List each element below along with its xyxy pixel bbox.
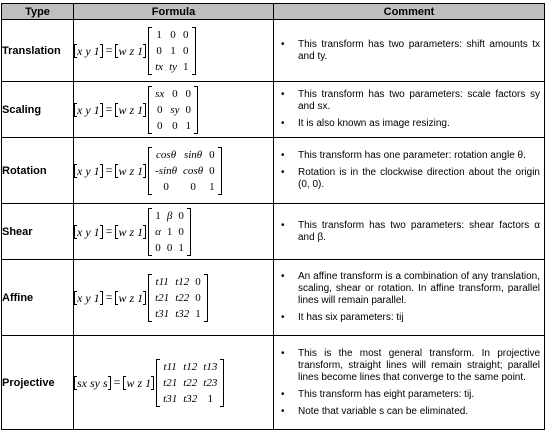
matrix-cell: 0 [183,28,189,41]
matrix-cell: -sinθ [155,164,178,177]
rhs-vector: w z 1 [115,225,146,239]
matrix [148,208,191,256]
lhs-vector: x y 1 [74,44,103,58]
comment-item: • This transform has eight parameters: tij. [281,388,475,400]
formula-cell [74,138,274,204]
comment-item: • It is also known as image resizing. [281,118,450,129]
comment-item: • This transform has two parameters: scale factors sy and sx. [281,89,540,112]
formula-cell [74,82,274,138]
matrix-cell: cosθ [156,148,177,161]
matrix-cell: t21 [155,291,170,304]
matrix-cell: 0 [209,148,215,161]
matrix-cell: sx [155,87,165,100]
matrix-cell: 0 [172,87,178,100]
lhs-vector: x y 1 [74,225,103,239]
matrix-cell: 0 [156,44,162,57]
comment-cell [274,20,545,82]
matrix-cell: t32 [175,307,190,320]
matrix [148,147,221,195]
rhs-vector: w z 1 [115,44,146,58]
comment-item: • This is the most general transform. In projective transform, straight lines will remain straight; parallel lines become lines that converge to the same point. [281,347,540,383]
rhs-vector: w z 1 [115,291,146,305]
matrix-cell: 0 [170,28,176,41]
comment-item: • This transform has two parameters: shear factors α and β. [281,219,540,243]
matrix-cell: 0 [155,241,161,254]
matrix-cell: t31 [155,307,170,320]
matrix-cell: 0 [172,119,178,132]
matrix-cell: t22 [175,291,190,304]
matrix-cell: α [155,225,161,238]
transform-table [1,3,545,430]
comment-cell [274,260,545,336]
matrix-cell: 0 [156,103,163,116]
matrix [148,27,195,75]
rhs-vector: w z 1 [115,164,146,178]
matrix-cell: 0 [178,209,184,222]
type-cell: Rotation [2,138,74,204]
matrix-cell: 1 [209,180,215,193]
matrix-cell: 0 [178,225,184,238]
row-rotation [2,138,545,204]
formula-cell [74,336,274,430]
matrix-cell: t12 [183,360,198,373]
matrix-cell: 0 [183,44,189,57]
matrix-cell: 1 [166,225,173,238]
matrix-cell: 1 [156,28,162,41]
matrix-cell: 0 [209,164,215,177]
matrix [156,359,224,407]
formula-cell [74,260,274,336]
equation: x y 1 = w z 1 1 0 0 0 1 0 tx ty 1 [74,27,196,75]
comment-cell [274,138,545,204]
matrix-cell: 0 [195,291,201,304]
matrix-cell: 0 [166,241,173,254]
comment-item: • Note that variable s can be eliminated. [281,405,469,417]
matrix-cell: t31 [163,392,178,405]
comment-item: • This transform has two parameters: shift amounts tx and ty. [281,38,540,62]
matrix [148,86,198,134]
type-cell: Translation [2,20,74,82]
matrix-cell: 0 [163,180,169,193]
type-cell: Shear [2,204,74,260]
header-comment: Comment [274,4,545,20]
matrix-cell: 0 [185,103,191,116]
matrix-cell: 0 [195,275,201,288]
rhs-vector: w z 1 [115,103,146,117]
matrix-cell: t12 [175,275,190,288]
comment-cell [274,336,545,430]
matrix-cell: 0 [185,87,191,100]
comment-cell [274,82,545,138]
equation: x y 1 = w z 1 t11 t12 0 t21 t22 0 t31 t32 1 [74,274,208,322]
matrix-cell: sy [170,103,180,116]
row-affine [2,260,545,336]
matrix-cell: 1 [178,241,184,254]
equation: sx sy s = w z 1 t11 t12 t13 t21 t22 t23 t31 t32 1 [74,359,224,407]
header-formula: Formula [74,4,274,20]
equation: x y 1 = w z 1 sx 0 0 0 sy 0 0 0 1 [74,86,198,134]
matrix-cell: cosθ [183,164,204,177]
matrix-cell: tx [155,60,164,73]
row-shear [2,204,545,260]
type-cell: Scaling [2,82,74,138]
header-type: Type [2,4,74,20]
formula-cell [74,204,274,260]
matrix-cell: ty [169,60,178,73]
matrix-cell: β [166,209,173,222]
row-translation [2,20,545,82]
matrix-cell: 1 [185,119,191,132]
matrix-cell: t21 [163,376,178,389]
matrix-cell: t23 [203,376,218,389]
matrix-cell: 0 [190,180,196,193]
matrix-cell: 1 [170,44,176,57]
formula-cell [74,20,274,82]
equation: x y 1 = w z 1 cosθ sinθ 0 -sinθ cosθ 0 0 0 1 [74,147,222,195]
lhs-vector: x y 1 [74,103,103,117]
lhs-vector: sx sy s [74,376,111,390]
matrix-cell: 0 [156,119,163,132]
matrix-cell: t32 [183,392,198,405]
rhs-vector: w z 1 [123,376,154,390]
matrix-cell: 1 [183,60,189,73]
matrix-cell: sinθ [183,148,203,161]
matrix-cell: 1 [155,209,161,222]
matrix-cell: t11 [163,360,177,373]
lhs-vector: x y 1 [74,164,103,178]
comment-item: • An affine transform is a combination of any translation, scaling, shear or rotation. In affine transform, parallel lines will remain parallel. [281,271,540,306]
matrix-cell: 1 [195,307,201,320]
matrix-cell: 1 [207,392,214,405]
matrix-cell: t13 [203,360,218,373]
type-cell: Affine [2,260,74,336]
lhs-vector: x y 1 [74,291,103,305]
comment-item: • It has six parameters: tij [281,312,404,323]
matrix [148,274,208,322]
row-scaling [2,82,545,138]
comment-cell [274,204,545,260]
matrix-cell: t11 [155,275,169,288]
header-row [2,4,545,20]
comment-item: • This transform has one parameter: rotation angle θ. [281,150,526,161]
equation: x y 1 = w z 1 1 β 0 α 1 0 0 0 1 [74,208,191,256]
row-projective [2,336,545,430]
comment-item: • Rotation is in the clockwise direction about the origin (0, 0). [281,167,540,190]
type-cell: Projective [2,336,74,430]
matrix-cell: t22 [183,376,198,389]
